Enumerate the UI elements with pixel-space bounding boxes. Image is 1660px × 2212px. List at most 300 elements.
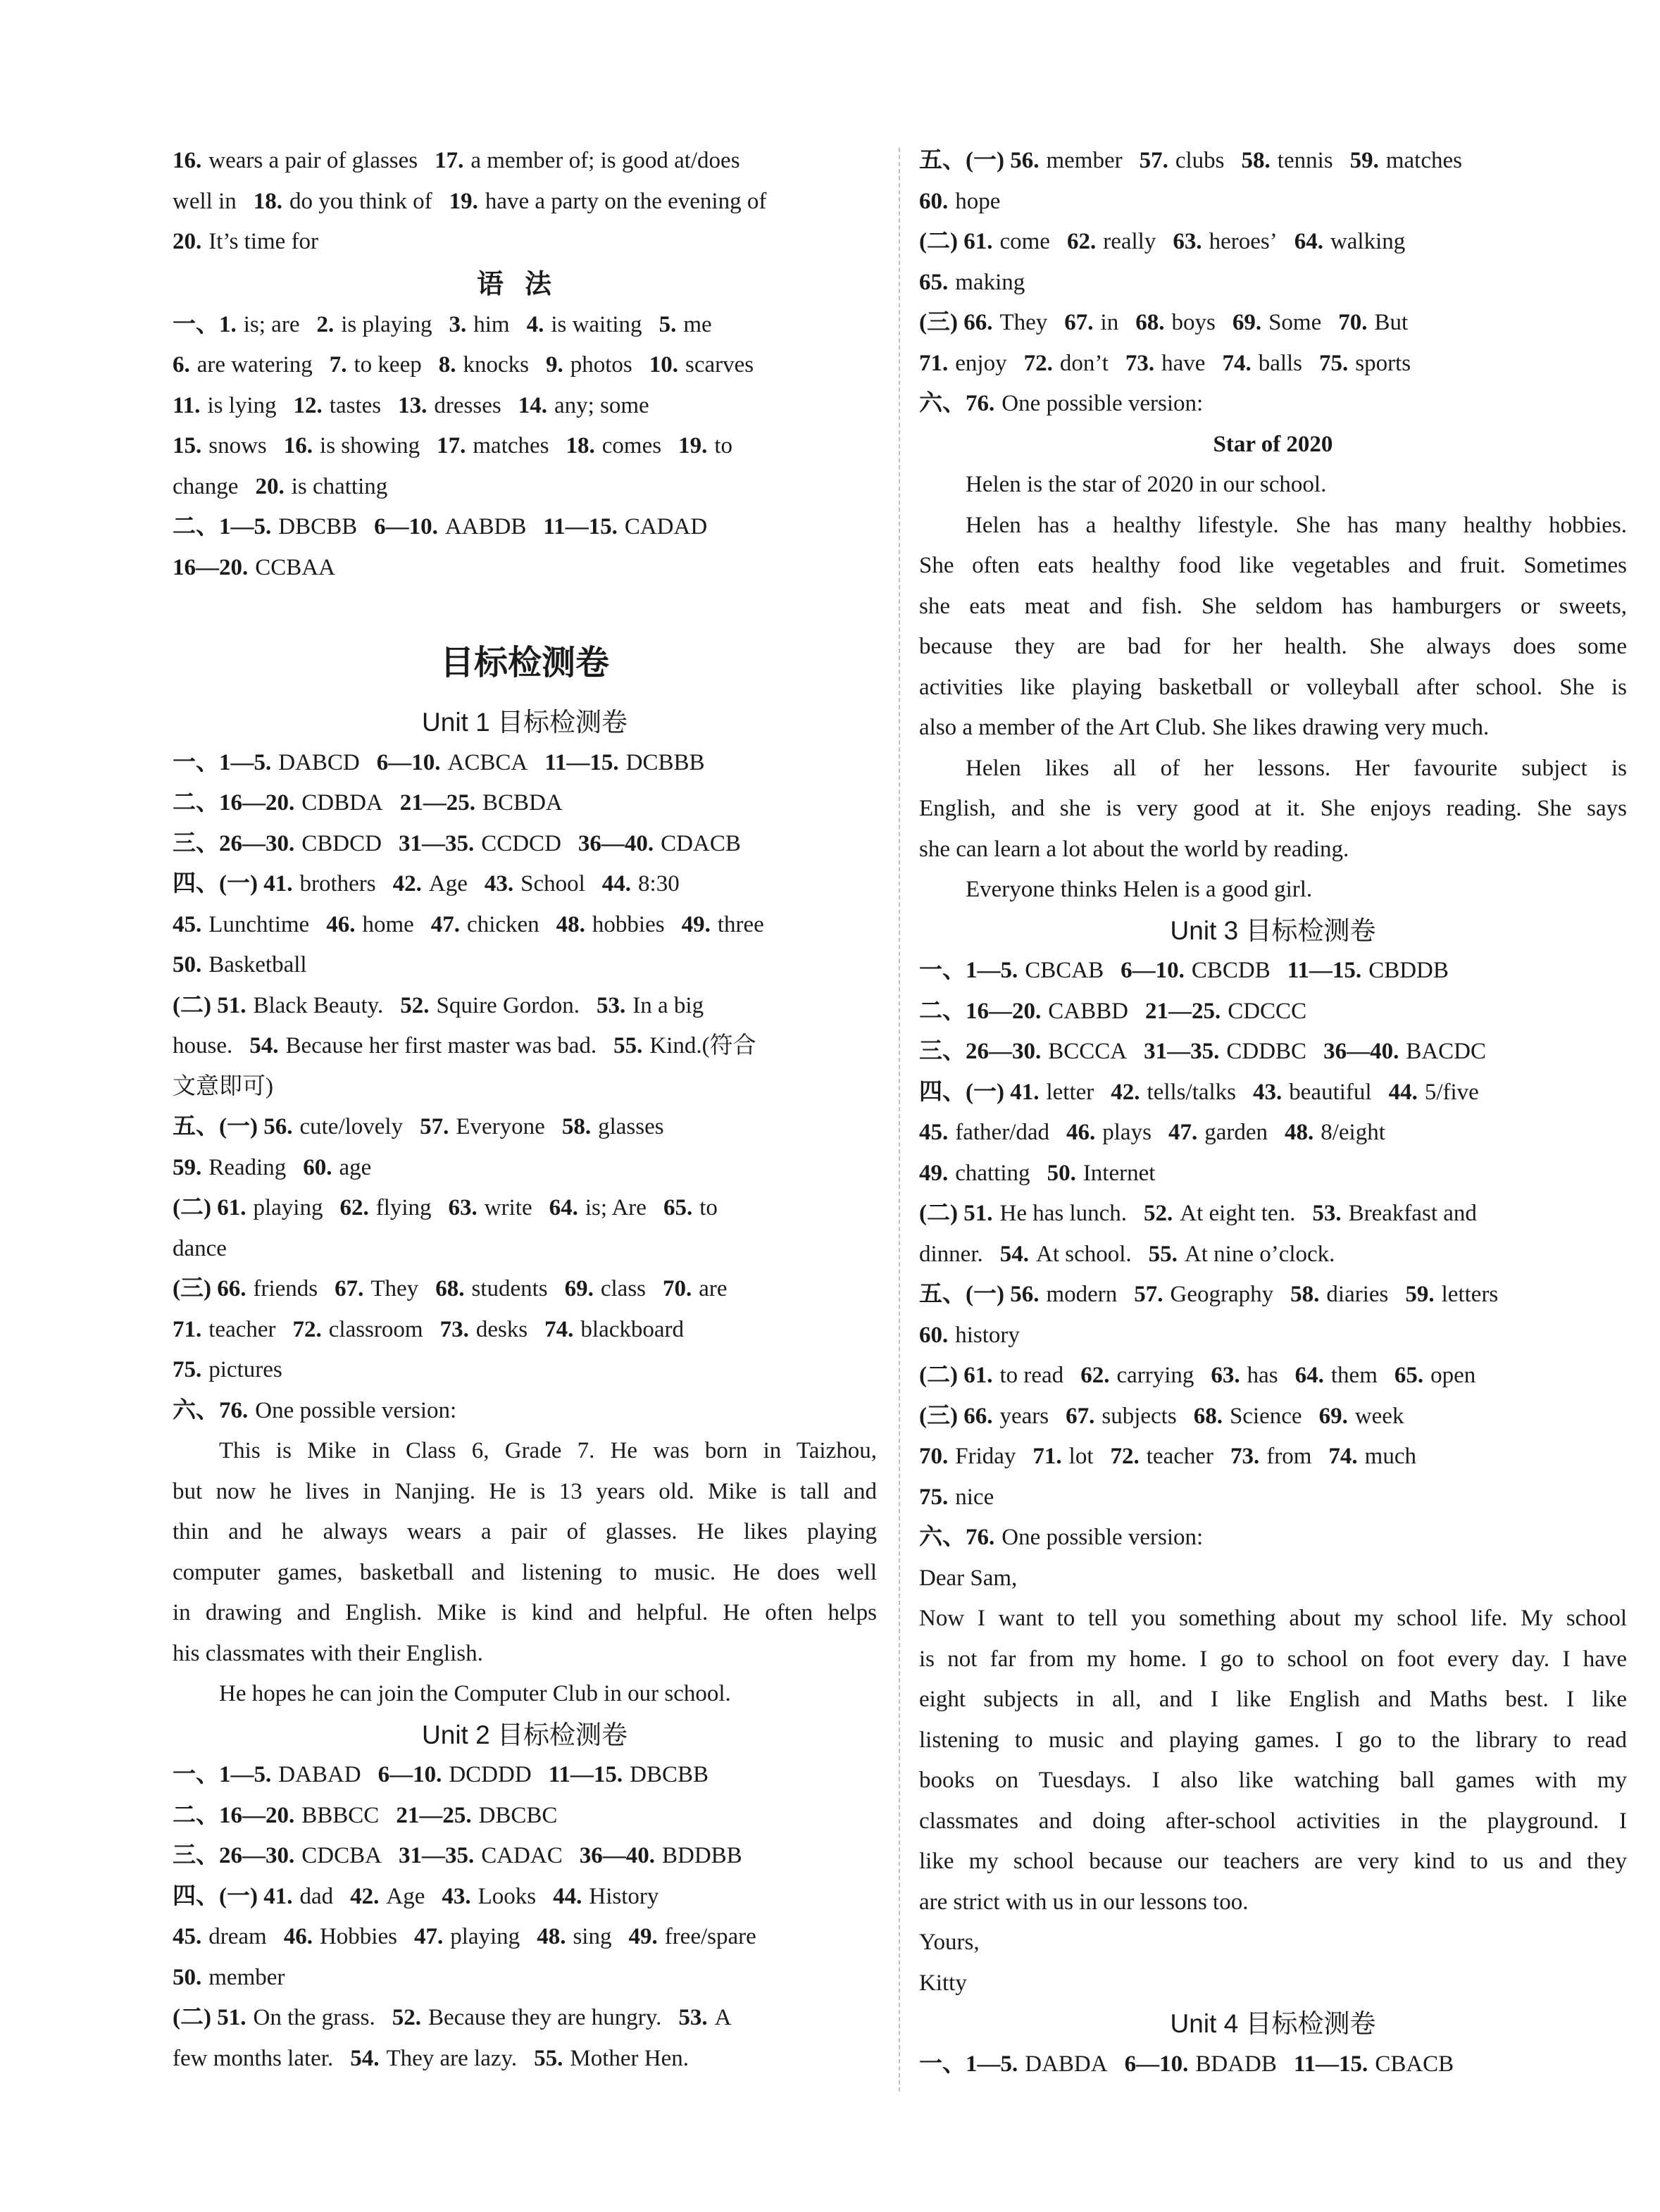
- answer-text: come: [999, 229, 1050, 254]
- answer-item: [566, 433, 662, 458]
- answer-item: [1125, 351, 1206, 376]
- question-number: 31—35.: [398, 830, 475, 856]
- answer-text: pictures: [208, 1357, 282, 1382]
- answer-text: CBCDB: [1191, 958, 1271, 983]
- question-number: (二) 51.: [173, 992, 246, 1018]
- answer-item: [919, 1485, 994, 1510]
- answer-item: [173, 229, 318, 254]
- answer-line: [919, 1194, 1627, 1235]
- answer-text: 5/five: [1424, 1079, 1479, 1105]
- answer-text: photos: [570, 352, 632, 377]
- answer-line: [173, 1188, 877, 1229]
- answer-text: CBCAB: [1025, 958, 1104, 983]
- answer-text: classroom: [328, 1316, 423, 1342]
- answer-line: [173, 1998, 877, 2039]
- question-number: 52.: [400, 992, 430, 1018]
- answer-item: [449, 189, 767, 214]
- answer-text: lot: [1068, 1444, 1094, 1469]
- answer-text: They: [370, 1276, 419, 1301]
- answer-item: [414, 1924, 520, 1949]
- essay-line: but now he lives in Nanjing. He is 13 years old. Mike is tall and: [173, 1478, 877, 1504]
- essay-line: Kitty: [919, 1970, 967, 1996]
- answer-text: Basketball: [208, 952, 307, 977]
- question-number: 三、26—30.: [173, 1843, 295, 1868]
- answer-item: [335, 1276, 418, 1301]
- answer-item: [339, 1195, 431, 1220]
- question-number: 53.: [1312, 1201, 1342, 1226]
- question-number: 70.: [919, 1444, 949, 1469]
- answer-text: 文意即可): [173, 1073, 273, 1099]
- question-number: 73.: [439, 1316, 469, 1342]
- answer-item: [1047, 1161, 1156, 1186]
- answer-line: [173, 864, 877, 905]
- answer-text: balls: [1258, 350, 1303, 376]
- answer-item: [1287, 958, 1449, 983]
- answer-item: [1222, 351, 1302, 376]
- spacer: [173, 588, 877, 623]
- question-number: 11—15.: [1287, 958, 1362, 983]
- answer-item: [398, 393, 501, 418]
- answer-text: garden: [1204, 1120, 1268, 1145]
- question-number: 44.: [1388, 1079, 1418, 1105]
- question-number: 72.: [1023, 350, 1053, 376]
- question-number: 43.: [1253, 1079, 1283, 1105]
- answer-text: has: [1247, 1363, 1278, 1388]
- answer-item: [173, 2005, 375, 2030]
- answer-text: have a party on the evening of: [485, 188, 767, 214]
- question-number: 58.: [1290, 1282, 1320, 1307]
- answer-item: [173, 433, 267, 458]
- answer-text: is playing: [341, 311, 432, 337]
- section-heading: 目标检测卷: [439, 643, 609, 682]
- question-number: 50.: [173, 1964, 202, 1990]
- answer-item: [1290, 1282, 1388, 1307]
- answer-item: [249, 1033, 597, 1058]
- answer-text: home: [362, 911, 414, 937]
- question-number: 47.: [430, 911, 461, 937]
- question-number: (二) 51.: [919, 1201, 993, 1226]
- answer-line: [919, 1113, 1627, 1154]
- answer-text: teacher: [1146, 1444, 1214, 1469]
- answer-item: [537, 1924, 611, 1949]
- answer-line: [919, 1316, 1627, 1356]
- answer-text: is lying: [207, 392, 277, 418]
- question-number: 58.: [1241, 148, 1271, 173]
- answer-text: tastes: [329, 392, 382, 418]
- answer-item: [173, 352, 313, 377]
- answer-item: [919, 310, 1047, 335]
- question-number: 16—20.: [173, 554, 249, 580]
- answer-line: [919, 951, 1627, 992]
- answer-text: tennis: [1277, 148, 1333, 173]
- answer-text: CCBAA: [255, 554, 335, 580]
- answer-text: member: [1046, 148, 1123, 173]
- answer-item: [546, 352, 632, 377]
- answer-text: BDDBB: [661, 1843, 742, 1868]
- answer-text: CADAD: [624, 514, 708, 539]
- answer-text: Lunchtime: [208, 911, 310, 937]
- question-number: 75.: [173, 1357, 202, 1382]
- question-number: 71.: [919, 350, 949, 376]
- question-number: (二) 61.: [173, 1195, 246, 1220]
- essay-line: classmates and doing after-school activities in the playground. I: [919, 1808, 1627, 1834]
- answer-item: [1242, 148, 1333, 173]
- question-number: 二、16—20.: [173, 1802, 295, 1828]
- answer-item: [485, 871, 585, 896]
- answer-item: [919, 1201, 1127, 1226]
- question-number: 65.: [1394, 1363, 1424, 1388]
- question-number: 48.: [556, 911, 585, 937]
- answer-item: [399, 831, 561, 856]
- question-number: 11—15.: [544, 749, 619, 775]
- answer-text: But: [1374, 310, 1409, 335]
- answer-text: DABAD: [278, 1762, 361, 1787]
- answer-text: Age: [428, 871, 468, 896]
- answer-text: DBCBC: [478, 1802, 558, 1828]
- answer-text: Looks: [478, 1883, 537, 1909]
- question-number: 74.: [1328, 1444, 1358, 1469]
- question-number: 59.: [1349, 148, 1379, 173]
- answer-text: 8/eight: [1321, 1120, 1385, 1145]
- answer-item: [527, 312, 642, 337]
- answer-item: [1066, 1404, 1177, 1429]
- answer-line: [173, 426, 877, 467]
- answer-item: [303, 1155, 371, 1180]
- question-number: 6—10.: [374, 514, 438, 539]
- question-number: 43.: [484, 871, 514, 896]
- answer-item: [544, 750, 704, 775]
- answer-text: house.: [173, 1033, 233, 1058]
- question-number: 五、(一) 56.: [919, 148, 1040, 173]
- answer-text: to: [714, 433, 732, 458]
- answer-item: [173, 1803, 379, 1828]
- answer-line: [919, 1073, 1627, 1113]
- answer-item: [284, 433, 420, 458]
- question-number: 64.: [1294, 1363, 1324, 1388]
- answer-item: [173, 1276, 318, 1301]
- question-number: 6—10.: [376, 749, 441, 775]
- answer-text: boys: [1171, 310, 1216, 335]
- unit-heading: Unit 2 目标检测卷: [422, 1720, 628, 1749]
- answer-item: [1067, 229, 1156, 254]
- answer-text: heroes’: [1209, 229, 1278, 254]
- answer-text: dance: [173, 1235, 227, 1261]
- answer-item: [350, 2046, 517, 2071]
- answer-text: DABCD: [278, 749, 360, 775]
- answer-text: knocks: [463, 352, 529, 377]
- answer-text: In a big: [632, 992, 704, 1018]
- answer-text: School: [520, 871, 585, 896]
- answer-text: They are lazy.: [386, 2045, 518, 2071]
- answer-item: [1394, 1363, 1475, 1388]
- question-number: 50.: [1047, 1160, 1076, 1186]
- answer-item: [173, 1924, 267, 1949]
- answer-text: a member of; is good at/does: [470, 148, 740, 173]
- answer-text: 8:30: [638, 871, 680, 896]
- answer-text: At eight ten.: [1180, 1201, 1296, 1226]
- question-number: 54.: [999, 1241, 1029, 1267]
- answer-item: [1323, 1039, 1486, 1064]
- answer-text: to keep: [354, 352, 422, 377]
- question-number: 70.: [663, 1276, 692, 1301]
- answer-item: [1080, 1363, 1194, 1388]
- question-number: 48.: [537, 1924, 566, 1949]
- essay-line: Helen has a healthy lifestyle. She has many healthy hobbies.: [966, 512, 1627, 538]
- essay-line: Yours,: [919, 1930, 980, 1955]
- answer-line: [173, 986, 877, 1027]
- question-number: 68.: [1193, 1403, 1223, 1429]
- question-number: 59.: [1405, 1282, 1435, 1307]
- answer-line: [173, 1067, 877, 1108]
- answer-line: [173, 1310, 877, 1351]
- answer-item: [449, 1195, 532, 1220]
- question-number: 72.: [292, 1316, 322, 1342]
- question-number: 60.: [919, 188, 949, 214]
- answer-item: [173, 1884, 333, 1909]
- essay-line: books on Tuesdays. I also like watching ball games with my: [919, 1768, 1627, 1793]
- answer-text: them: [1330, 1363, 1378, 1388]
- answer-item: [678, 2005, 731, 2030]
- answer-text: dresses: [434, 392, 501, 418]
- answer-item: [1125, 2051, 1277, 2077]
- answer-text: Squire Gordon.: [436, 992, 580, 1018]
- question-number: 16.: [173, 148, 202, 173]
- answer-text: history: [955, 1322, 1020, 1348]
- answer-text: sports: [1355, 350, 1411, 376]
- answer-text: students: [471, 1276, 548, 1301]
- answer-text: letters: [1441, 1282, 1499, 1307]
- question-number: 9.: [545, 352, 563, 377]
- question-number: 17.: [435, 148, 464, 173]
- answer-item: [1168, 1120, 1268, 1145]
- question-number: 47.: [1168, 1120, 1198, 1145]
- question-number: 21—25.: [1144, 998, 1221, 1024]
- essay-line: He hopes he can join the Computer Club in our school.: [219, 1681, 731, 1706]
- answer-text: teacher: [208, 1316, 276, 1342]
- answer-item: [544, 1317, 684, 1342]
- answer-item: [173, 393, 277, 418]
- answer-line: [173, 1148, 877, 1189]
- answer-line: [173, 1796, 877, 1837]
- answer-text: is chatting: [291, 473, 388, 499]
- answer-item: [1173, 229, 1277, 254]
- answer-item: [1211, 1363, 1278, 1388]
- answer-text: Kind.(符合: [649, 1033, 756, 1058]
- question-number: 63.: [448, 1195, 478, 1220]
- answer-text: well in: [173, 188, 237, 214]
- answer-text: have: [1161, 350, 1206, 376]
- answer-line: [173, 1269, 877, 1310]
- essay-line: This is Mike in Class 6, Grade 7. He was born in Taizhou,: [219, 1438, 877, 1463]
- answer-item: [678, 433, 732, 458]
- answer-item: [173, 1195, 323, 1220]
- answer-item: [284, 1924, 397, 1949]
- question-number: 21—25.: [399, 790, 476, 816]
- essay-line: eight subjects in all, and I like English and Maths best. I like: [919, 1687, 1627, 1712]
- answer-item: [553, 1884, 659, 1909]
- question-number: 11.: [173, 392, 201, 418]
- answer-item: [400, 993, 580, 1018]
- answer-line: [173, 182, 877, 223]
- answer-item: [173, 1155, 286, 1180]
- question-number: 57.: [1134, 1282, 1163, 1307]
- answer-text: Everyone: [456, 1114, 545, 1139]
- answer-text: DABDA: [1025, 2051, 1108, 2077]
- question-number: 47.: [413, 1924, 444, 1949]
- answer-line: [173, 1026, 877, 1067]
- question-number: 64.: [1294, 229, 1323, 254]
- question-number: 36—40.: [578, 830, 654, 856]
- question-number: 一、1—5.: [173, 1762, 272, 1787]
- answer-item: [399, 1843, 563, 1868]
- answer-item: [919, 1363, 1063, 1388]
- question-number: 68.: [1135, 310, 1165, 335]
- question-number: 53.: [678, 2005, 708, 2030]
- question-number: 三、26—30.: [919, 1039, 1042, 1064]
- answer-item: [1294, 2051, 1454, 2077]
- answer-line: [919, 2044, 1627, 2085]
- question-number: 13.: [398, 392, 428, 418]
- question-number: 50.: [173, 952, 202, 977]
- answer-text: tells/talks: [1147, 1079, 1237, 1105]
- question-number: 6—10.: [1124, 2051, 1189, 2077]
- answer-item: [173, 831, 382, 856]
- answer-text: Breakfast and: [1348, 1201, 1477, 1226]
- question-number: 14.: [518, 392, 547, 418]
- answer-text: hope: [955, 188, 1001, 214]
- answer-text: dream: [208, 1924, 267, 1949]
- answer-line: [919, 1518, 1627, 1558]
- question-number: 一、1.: [173, 311, 237, 337]
- answer-text: matches: [473, 433, 549, 458]
- answer-item: [1312, 1201, 1477, 1226]
- question-number: 二、1—5.: [173, 514, 272, 539]
- answer-text: desks: [475, 1316, 528, 1342]
- answer-text: Geography: [1170, 1282, 1274, 1307]
- question-number: 65.: [919, 269, 949, 295]
- essay-line: his classmates with their English.: [173, 1640, 483, 1666]
- answer-text: CABBD: [1048, 998, 1128, 1024]
- answer-item: [173, 790, 383, 816]
- answer-item: [1145, 999, 1306, 1024]
- answer-text: Black Beauty.: [253, 992, 384, 1018]
- answer-text: sing: [573, 1924, 612, 1949]
- question-number: 17.: [437, 433, 466, 458]
- answer-item: [1232, 310, 1321, 335]
- question-number: 二、16—20.: [919, 998, 1042, 1024]
- essay-line: is not far from my home. I go to school on foot every day. I have: [919, 1646, 1627, 1672]
- answer-text: carrying: [1116, 1363, 1194, 1388]
- answer-item: [580, 1843, 742, 1868]
- answer-item: [919, 148, 1123, 173]
- answer-text: class: [600, 1276, 647, 1301]
- answer-line: [919, 303, 1627, 344]
- question-number: 57.: [1139, 148, 1168, 173]
- answer-text: change: [173, 473, 239, 499]
- answer-text: CDBDA: [301, 790, 383, 816]
- essay-line: listening to music and playing games. I go to the library to read: [919, 1727, 1627, 1753]
- essay-line: in drawing and English. Mike is kind and helpful. He often helps: [173, 1600, 877, 1625]
- answer-item: [682, 912, 764, 937]
- question-number: 六、76.: [173, 1397, 249, 1423]
- answer-text: glasses: [598, 1114, 664, 1139]
- answer-item: [330, 352, 422, 377]
- answer-text: Friday: [955, 1444, 1016, 1469]
- answer-text: CADAC: [481, 1843, 563, 1868]
- answer-item: [578, 831, 741, 856]
- answer-item: [173, 1843, 382, 1868]
- question-number: 5.: [659, 311, 677, 337]
- answer-item: [1121, 958, 1271, 983]
- left-column: [173, 141, 877, 2079]
- question-number: 55.: [534, 2045, 563, 2071]
- answer-item: [919, 999, 1128, 1024]
- question-number: 6.: [173, 352, 190, 377]
- answer-item: [173, 189, 237, 214]
- question-number: 73.: [1125, 350, 1155, 376]
- question-number: (三) 66.: [173, 1276, 246, 1301]
- answer-item: [919, 1242, 983, 1267]
- answer-text: ACBCA: [447, 749, 528, 775]
- question-number: 42.: [1111, 1079, 1140, 1105]
- answer-text: At nine o’clock.: [1184, 1241, 1335, 1267]
- answer-item: [1338, 310, 1408, 335]
- answer-line: [173, 507, 877, 548]
- question-number: 7.: [329, 352, 347, 377]
- answer-line: [173, 222, 877, 263]
- question-number: 6—10.: [377, 1762, 442, 1787]
- answer-line: [919, 182, 1627, 223]
- question-number: 36—40.: [1323, 1039, 1399, 1064]
- answer-item: [919, 1444, 1016, 1469]
- answer-item: [173, 750, 360, 775]
- answer-item: [1135, 310, 1216, 335]
- answer-text: One possible version:: [255, 1397, 457, 1423]
- answer-text: A: [714, 2005, 732, 2030]
- question-number: 16.: [283, 433, 313, 458]
- question-number: 69.: [1232, 310, 1262, 335]
- question-number: 75.: [919, 1484, 949, 1510]
- answer-text: BDADB: [1195, 2051, 1277, 2077]
- question-number: 四、(一) 41.: [173, 1883, 293, 1909]
- answer-item: [173, 514, 357, 539]
- question-number: 46.: [1066, 1120, 1096, 1145]
- answer-item: [919, 1120, 1049, 1145]
- answer-text: flying: [375, 1195, 432, 1220]
- answer-line: [173, 386, 877, 427]
- question-number: 46.: [326, 911, 356, 937]
- question-number: 一、1—5.: [919, 2051, 1018, 2077]
- answer-item: [350, 1884, 425, 1909]
- answer-item: [400, 790, 563, 816]
- answer-text: don’t: [1059, 350, 1109, 376]
- answer-text: really: [1103, 229, 1156, 254]
- question-number: 46.: [283, 1924, 313, 1949]
- answer-text: History: [589, 1883, 659, 1909]
- question-number: 67.: [1064, 310, 1094, 335]
- answer-text: age: [339, 1154, 372, 1180]
- question-number: 36—40.: [579, 1843, 655, 1868]
- question-number: 三、26—30.: [173, 830, 295, 856]
- answer-line: [173, 305, 877, 346]
- answer-item: [663, 1195, 718, 1220]
- question-number: 69.: [1318, 1403, 1348, 1429]
- answer-text: dinner.: [919, 1241, 983, 1267]
- question-number: 11—15.: [543, 514, 618, 539]
- answer-text: week: [1354, 1403, 1404, 1429]
- answer-text: CDDBC: [1226, 1039, 1307, 1064]
- answer-text: It’s time for: [208, 229, 319, 254]
